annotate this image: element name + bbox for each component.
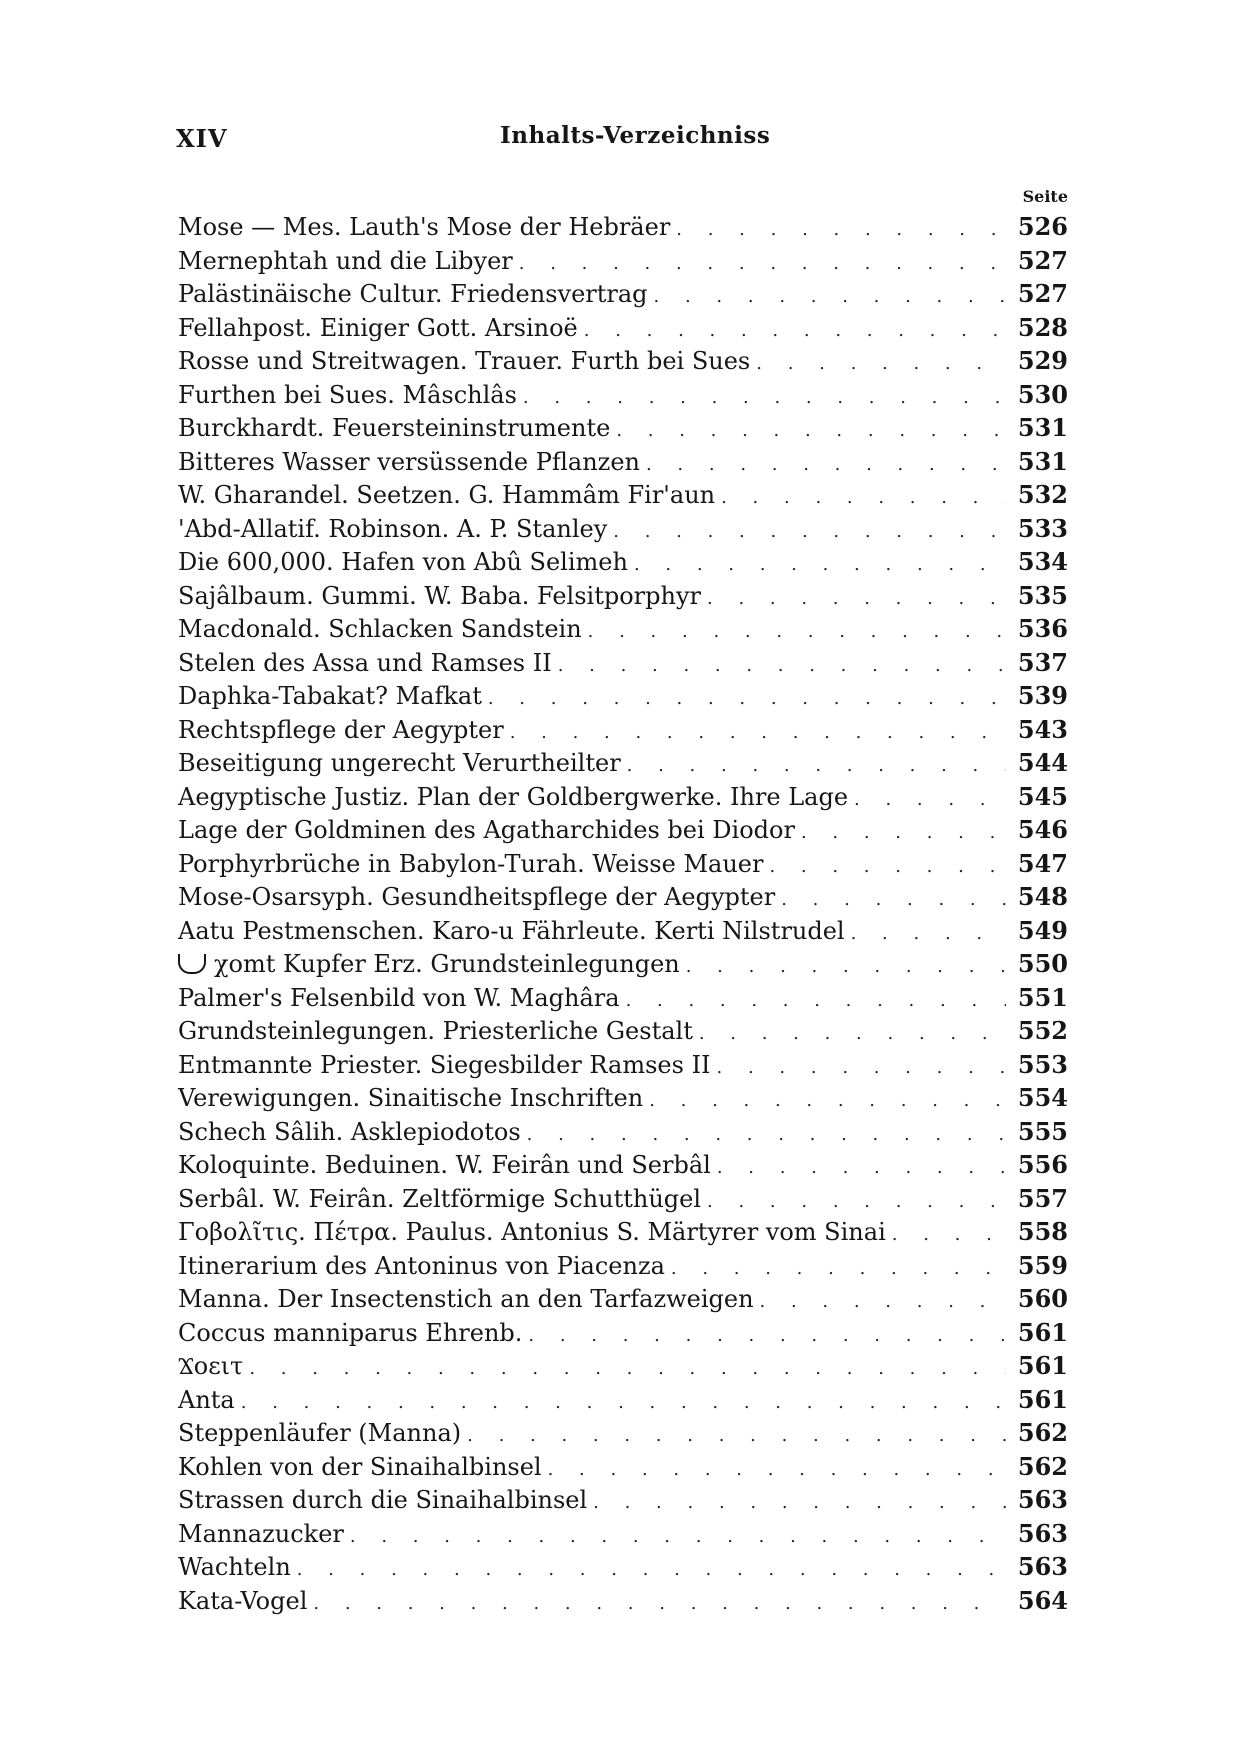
toc-entry-title — [178, 1417, 461, 1451]
toc-entry-page: 526 — [1017, 212, 1068, 241]
dot-leader — [548, 1453, 1006, 1487]
page-number: XIV — [176, 124, 228, 153]
toc-entry-text: Die 600,000. Hafen von Abû Selimeh — [178, 548, 628, 576]
toc-entry — [178, 1450, 1068, 1484]
toc-entry-text: Macdonald. Schlacken Sandstein — [178, 615, 582, 643]
toc-entry-title — [178, 211, 670, 245]
dot-leader — [584, 314, 1006, 348]
toc-entry — [178, 545, 1068, 579]
dot-leader — [717, 1051, 1006, 1085]
dot-leader — [654, 280, 1006, 314]
toc-entry-page: 547 — [1017, 848, 1068, 878]
toc-entry — [178, 512, 1068, 546]
dot-leader — [686, 950, 1006, 984]
toc-entry-page: 532 — [1017, 480, 1068, 509]
toc-entry-text: Aegyptische Justiz. Plan der Goldbergwerke. Ihre Lage — [178, 782, 849, 811]
toc-entry-page: 528 — [1017, 312, 1068, 342]
toc-entry-text: Manna. Der Insectenstich an den Tarfazweigen — [178, 1285, 754, 1313]
toc-entry-text: Palästinäische Cultur. Friedensvertrag — [178, 280, 648, 308]
dot-leader — [801, 816, 1006, 850]
toc-entry-text: Mose-Osarsyph. Gesundheitspflege der Aegypter — [178, 883, 776, 911]
dot-leader — [313, 1587, 1006, 1621]
toc-entry-page: 549 — [1017, 915, 1068, 945]
toc-entry-title — [178, 1317, 522, 1351]
toc-entry — [178, 1048, 1068, 1082]
dot-leader — [523, 381, 1006, 415]
toc-entry — [178, 1215, 1068, 1249]
dot-leader — [721, 481, 1006, 515]
toc-entry-text: Bitteres Wasser versüssende Pflanzen — [178, 447, 640, 476]
toc-entry-text: Fellahpost. Einiger Gott. Arsinoë — [178, 313, 578, 342]
toc-entry-text: Mannazucker — [178, 1519, 344, 1548]
toc-entry-title — [178, 1082, 643, 1116]
toc-entry-page: 564 — [1017, 1585, 1068, 1615]
toc-entry-title — [178, 379, 517, 413]
toc-entry-page: 563 — [1017, 1518, 1068, 1548]
dot-leader — [671, 1252, 1006, 1286]
toc-entry-page: 529 — [1017, 346, 1068, 375]
toc-entry-title — [178, 680, 482, 714]
toc-entry-text: Kohlen von der Sinaihalbinsel — [178, 1452, 542, 1481]
dot-leader — [634, 548, 1006, 582]
dot-leader — [467, 1419, 1006, 1453]
toc-entry — [178, 746, 1068, 780]
toc-entry — [178, 813, 1068, 847]
toc-entry — [178, 1182, 1068, 1216]
toc-entry — [178, 411, 1068, 445]
running-title: Inhalts-Verzeichniss — [500, 122, 771, 149]
toc-entry-page: 530 — [1017, 379, 1068, 409]
toc-entry-text: Mernephtah und die Libyer — [178, 246, 513, 275]
toc-entry-title — [178, 1250, 665, 1284]
toc-entry-page: 561 — [1017, 1317, 1068, 1347]
dot-leader — [593, 1486, 1006, 1520]
dot-leader — [558, 649, 1006, 683]
toc-entry-page: 562 — [1017, 1418, 1068, 1447]
toc-entry-text: Schech Sâlih. Asklepiodotos — [178, 1117, 521, 1146]
toc-entry-page: 555 — [1017, 1116, 1068, 1146]
dot-leader — [616, 414, 1006, 448]
toc-entry-title — [178, 647, 552, 681]
toc-entry-text: Γοβολῖτις. Πέτρα. Paulus. Antonius S. Märtyrer vom Sinai — [178, 1218, 886, 1246]
dot-leader — [892, 1218, 1006, 1252]
hieroglyph-bowl-icon — [178, 954, 206, 974]
toc-entry-title — [178, 345, 750, 379]
toc-entry-title — [178, 1585, 307, 1619]
toc-entry-page: 561 — [1017, 1351, 1068, 1380]
toc-entry-page: 559 — [1017, 1250, 1068, 1280]
toc-entry — [178, 1249, 1068, 1283]
toc-entry-page: 554 — [1017, 1083, 1068, 1112]
toc-entry-page: 527 — [1017, 245, 1068, 275]
toc-entry — [178, 1282, 1068, 1316]
toc-entry-page: 533 — [1017, 513, 1068, 543]
dot-leader — [626, 984, 1006, 1018]
dot-leader — [707, 582, 1006, 616]
toc-entry — [178, 780, 1068, 814]
toc-entry-page: 539 — [1017, 681, 1068, 710]
dot-leader — [769, 850, 1006, 884]
toc-entry-text: Wachteln — [178, 1553, 291, 1581]
toc-entry-page: 558 — [1017, 1217, 1068, 1246]
dot-leader — [488, 682, 1006, 716]
toc-entry-title — [178, 1451, 542, 1485]
toc-entry — [178, 1115, 1068, 1149]
toc-entry-title — [178, 1518, 344, 1552]
toc-entry-title — [178, 1149, 711, 1183]
toc-entry-page: 531 — [1017, 413, 1068, 442]
toc-entry-title — [178, 245, 513, 279]
toc-entry — [178, 478, 1068, 512]
toc-entry-title — [178, 1049, 711, 1083]
toc-entry-title — [178, 613, 582, 647]
toc-entry-title — [178, 881, 775, 915]
toc-entry-title — [178, 1015, 693, 1049]
toc-entry-title — [178, 580, 701, 614]
toc-entry-page: 537 — [1017, 647, 1068, 677]
toc-entry — [178, 981, 1068, 1015]
dot-leader — [649, 1084, 1006, 1118]
toc-entry-text: Koloquinte. Beduinen. W. Feirân und Serbâl — [178, 1151, 711, 1179]
dot-leader — [676, 213, 1006, 247]
toc-entry-title — [178, 814, 795, 848]
toc-entry-page: 553 — [1017, 1049, 1068, 1079]
toc-entry — [178, 344, 1068, 378]
dot-leader — [760, 1285, 1006, 1319]
toc-entry — [178, 713, 1068, 747]
toc-entry-title — [178, 1384, 235, 1418]
toc-entry — [178, 1550, 1068, 1584]
dot-leader — [350, 1520, 1006, 1554]
toc-entry-text: Furthen bei Sues. Mâschlâs — [178, 380, 517, 409]
toc-entry-text: Beseitigung ungerecht Verurtheilter — [178, 749, 621, 777]
toc-entry-text: Stelen des Assa und Ramses II — [178, 648, 552, 677]
toc-entry — [178, 445, 1068, 479]
toc-entry — [178, 1349, 1068, 1383]
toc-entry — [178, 914, 1068, 948]
dot-leader — [707, 1185, 1006, 1219]
toc-entry-page: 562 — [1017, 1451, 1068, 1481]
dot-leader — [297, 1553, 1006, 1587]
toc-entry — [178, 244, 1068, 278]
toc-entry-title — [178, 1283, 754, 1317]
dot-leader — [519, 247, 1006, 281]
toc-entry-page: 546 — [1017, 815, 1068, 844]
dot-leader — [588, 615, 1006, 649]
page-column-header: Seite — [1022, 187, 1068, 206]
toc-entry — [178, 1148, 1068, 1182]
toc-entry — [178, 679, 1068, 713]
toc-entry — [178, 579, 1068, 613]
toc-entry-page: 557 — [1017, 1183, 1068, 1213]
toc-entry-title — [178, 1551, 291, 1585]
toc-entry-text: W. Gharandel. Seetzen. G. Hammâm Fir'aun — [178, 481, 716, 509]
toc-entry-text: Entmannte Priester. Siegesbilder Ramses II — [178, 1050, 711, 1079]
dot-leader — [781, 883, 1006, 917]
toc-entry-text: Grundsteinlegungen. Priesterliche Gestalt — [178, 1017, 693, 1045]
toc-entry-text: Lage der Goldminen des Agatharchides bei Diodor — [178, 816, 795, 844]
toc-entry — [178, 1416, 1068, 1450]
toc-entry-text: Mose — Mes. Lauth's Mose der Hebräer — [178, 213, 671, 241]
dot-leader — [510, 716, 1006, 750]
dot-leader — [699, 1017, 1006, 1051]
toc-entry-title — [178, 1350, 243, 1384]
toc-entry-title — [178, 513, 607, 547]
toc-entry — [178, 277, 1068, 311]
toc-entry-page: 560 — [1017, 1284, 1068, 1313]
toc-entry-title — [178, 982, 620, 1016]
toc-entry — [178, 880, 1068, 914]
toc-entry-text: Rosse und Streitwagen. Trauer. Furth bei Sues — [178, 347, 751, 375]
dot-leader — [851, 917, 1006, 951]
toc-entry — [178, 847, 1068, 881]
dot-leader — [854, 783, 1006, 817]
toc-entry-page: 543 — [1017, 714, 1068, 744]
dot-leader — [241, 1386, 1006, 1420]
toc-entry-title — [178, 479, 715, 513]
toc-entry-page: 556 — [1017, 1150, 1068, 1179]
toc-entry-page: 550 — [1017, 949, 1068, 978]
toc-entry-title — [178, 312, 578, 346]
toc-entry-text: Palmer's Felsenbild von W. Maghâra — [178, 983, 620, 1012]
toc-entry-title — [178, 412, 610, 446]
toc-entry-title — [178, 781, 848, 815]
dot-leader — [613, 515, 1006, 549]
toc-entry — [178, 311, 1068, 345]
toc-entry-page: 561 — [1017, 1384, 1068, 1414]
toc-entry — [178, 1517, 1068, 1551]
toc-entry-page: 536 — [1017, 614, 1068, 643]
toc-entry-text: Burckhardt. Feuersteininstrumente — [178, 414, 611, 442]
toc-entry-title — [178, 948, 680, 982]
dot-leader — [756, 347, 1006, 381]
toc-entry-title — [178, 1183, 701, 1217]
toc-entry — [178, 210, 1068, 244]
toc-entry-title — [178, 1216, 886, 1250]
toc-entry-text: χomt Kupfer Erz. Grundsteinlegungen — [214, 950, 680, 978]
toc-entry-title — [178, 714, 504, 748]
toc-entry-text: Itinerarium des Antoninus von Piacenza — [178, 1251, 665, 1280]
toc-entry-text: Serbâl. W. Feirân. Zeltförmige Schutthügel — [178, 1184, 702, 1213]
toc-entry-text: Rechtspflege der Aegypter — [178, 715, 504, 744]
dot-leader — [527, 1118, 1006, 1152]
toc-entry-title — [178, 747, 621, 781]
toc-entry-page: 551 — [1017, 982, 1068, 1012]
toc-entry-text: Porphyrbrüche in Babylon-Turah. Weisse Mauer — [178, 849, 764, 878]
table-of-contents — [178, 210, 1068, 1617]
toc-entry — [178, 1383, 1068, 1417]
toc-entry-page: 563 — [1017, 1485, 1068, 1514]
toc-entry-title — [178, 546, 628, 580]
toc-entry-page: 544 — [1017, 748, 1068, 777]
toc-entry-text: Coccus manniparus Ehrenb. — [178, 1318, 523, 1347]
toc-entry — [178, 1081, 1068, 1115]
toc-entry — [178, 378, 1068, 412]
dot-leader — [627, 749, 1006, 783]
toc-entry-title — [178, 1484, 587, 1518]
dot-leader — [528, 1319, 1006, 1353]
toc-entry — [178, 1316, 1068, 1350]
toc-entry-text: Kata-Vogel — [178, 1586, 308, 1615]
toc-entry-text: Aatu Pestmenschen. Karo-u Fährleute. Kerti Nilstrudel — [178, 916, 845, 945]
dot-leader — [249, 1352, 1006, 1386]
toc-entry-page: 552 — [1017, 1016, 1068, 1045]
toc-entry-text: Strassen durch die Sinaihalbinsel — [178, 1486, 588, 1514]
toc-entry-text: Sajâlbaum. Gummi. W. Baba. Felsitporphyr — [178, 581, 701, 610]
toc-entry-title — [178, 848, 763, 882]
toc-entry-text: 'Abd-Allatif. Robinson. A. P. Stanley — [178, 514, 608, 543]
toc-entry-page: 531 — [1017, 446, 1068, 476]
dot-leader — [717, 1151, 1006, 1185]
toc-entry-text: Steppenläufer (Manna) — [178, 1419, 462, 1447]
toc-entry-page: 534 — [1017, 547, 1068, 576]
toc-entry — [178, 646, 1068, 680]
toc-entry-title — [178, 446, 640, 480]
toc-entry-text: Anta — [178, 1385, 235, 1414]
toc-entry-text: Ϫοειτ — [178, 1352, 244, 1380]
toc-entry-page: 535 — [1017, 580, 1068, 610]
toc-entry — [178, 1014, 1068, 1048]
dot-leader — [646, 448, 1006, 482]
toc-entry-title — [178, 915, 845, 949]
toc-entry-page: 548 — [1017, 882, 1068, 911]
toc-entry — [178, 947, 1068, 981]
toc-entry-page: 545 — [1017, 781, 1068, 811]
toc-entry — [178, 612, 1068, 646]
toc-entry — [178, 1584, 1068, 1618]
toc-entry-title — [178, 1116, 521, 1150]
toc-entry — [178, 1483, 1068, 1517]
toc-entry-text: Daphka-Tabakat? Mafkat — [178, 682, 482, 710]
toc-entry-text: Verewigungen. Sinaitische Inschriften — [178, 1084, 644, 1112]
toc-entry-page: 563 — [1017, 1552, 1068, 1581]
toc-entry-page: 527 — [1017, 279, 1068, 308]
toc-entry-title — [178, 278, 648, 312]
